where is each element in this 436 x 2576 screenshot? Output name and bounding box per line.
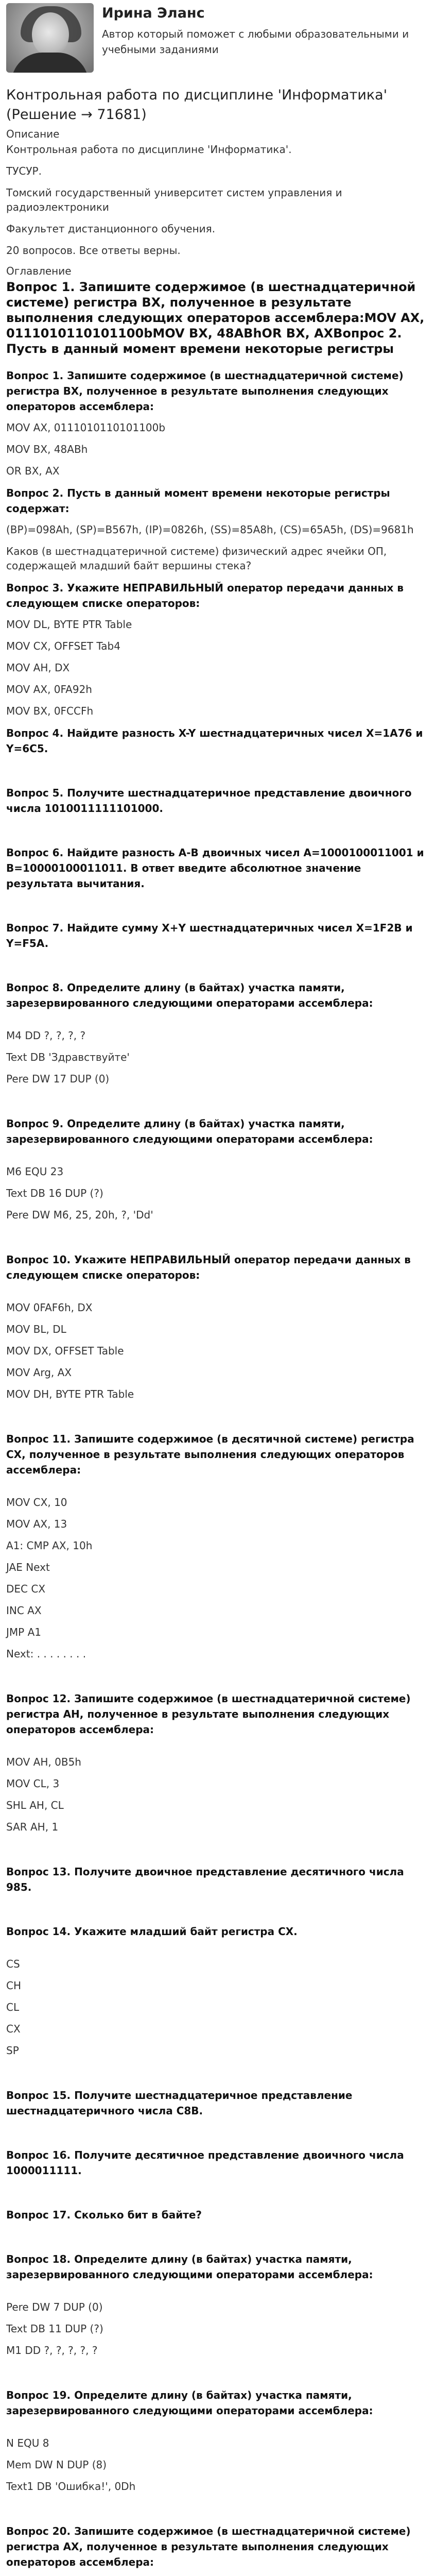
- question-title: Вопрос 17. Сколько бит в байте?: [6, 2209, 202, 2221]
- avatar-shoulders: [11, 53, 89, 73]
- question-line: MOV AH, DX: [6, 662, 70, 674]
- question-line: MOV AX, 0111010110101100b: [6, 421, 166, 434]
- question-line: OR BX, AX: [6, 465, 60, 477]
- question-block: [6, 2387, 430, 2523]
- avatar-face: [32, 12, 69, 57]
- question-title: Вопрос 4. Найдите разность X-Y шестнадцатеричных чисел X=1A76 и Y=6C5.: [6, 727, 423, 755]
- author-description: Автор который поможет с любыми образовательными и учебными заданиями: [102, 28, 409, 56]
- question-line: Text DB 16 DUP (?): [6, 1187, 103, 1199]
- question-title: Вопрос 8. Определите длину (в байтах) участка памяти, зарезервированного следующими операторами ассемблера:: [6, 981, 373, 1009]
- question-line: SAR AH, 1: [6, 1821, 59, 1833]
- question-title: Вопрос 18. Определите длину (в байтах) участка памяти, зарезервированного следующими операторами ассемблера:: [6, 2253, 373, 2281]
- question-line: MOV DX, OFFSET Table: [6, 1345, 124, 1357]
- question-line: Mem DW N DUP (8): [6, 2459, 107, 2471]
- question-line: A1: CMP AX, 10h: [6, 1539, 93, 1552]
- question-line: MOV DH, BYTE PTR Table: [6, 1388, 134, 1400]
- description-line: 20 вопросов. Все ответы верны.: [6, 244, 181, 257]
- question-title: Вопрос 10. Укажите НЕПРАВИЛЬНЫЙ оператор передачи данных в следующем списке операторов:: [6, 1253, 411, 1281]
- question-line: Text DB 'Здравствуйте': [6, 1051, 130, 1063]
- question-title: Вопрос 14. Укажите младший байт регистра CX.: [6, 1925, 298, 1938]
- question-block: [6, 368, 430, 478]
- question-line: CL: [6, 2001, 20, 2013]
- question-block: [6, 1252, 430, 1431]
- question-title: Вопрос 9. Определите длину (в байтах) участка памяти, зарезервированного следующими операторами ассемблера:: [6, 1117, 373, 1145]
- question-title: Вопрос 15. Получите шестнадцатеричное представление шестнадцатеричного числа C8B.: [6, 2089, 353, 2117]
- question-line: M6 EQU 23: [6, 1165, 64, 1178]
- question-block: [6, 2147, 430, 2207]
- question-title: Вопрос 7. Найдите сумму X+Y шестнадцатеричных чисел X=1F2B и Y=F5A.: [6, 922, 413, 950]
- document-title: Контрольная работа по дисциплине 'Информатика' (Решение → 71681): [6, 87, 388, 123]
- question-block: [6, 1864, 430, 1924]
- question-title: Вопрос 1. Запишите содержимое (в шестнадцатеричной системе) регистра BX, полученное в результате выполнения следующих операторов ассемблера:: [6, 369, 404, 413]
- question-line: INC AX: [6, 1604, 42, 1617]
- question-title: Вопрос 2. Пусть в данный момент времени некоторые регистры содержат:: [6, 487, 390, 515]
- question-line: SHL AH, CL: [6, 1799, 64, 1811]
- question-block: [6, 1924, 430, 2088]
- question-line: MOV BX, 0FCCFh: [6, 705, 94, 717]
- question-line: Pere DW 17 DUP (0): [6, 1073, 110, 1085]
- question-block: [6, 2088, 430, 2147]
- toc-label: Оглавление: [6, 265, 72, 277]
- question-line: MOV AX, 0FA92h: [6, 683, 92, 696]
- question-block: [6, 785, 430, 845]
- question-line: JAE Next: [6, 1561, 50, 1573]
- question-line: CS: [6, 1958, 20, 1970]
- question-block: [6, 2207, 430, 2251]
- question-title: Вопрос 6. Найдите разность A-B двоичных чисел A=1000100011001 и B=10000100011011. В ответ введите абсолютное значение результата вычитания.: [6, 846, 424, 890]
- question-line: DEC CX: [6, 1583, 46, 1595]
- question-title: Вопрос 13. Получите двоичное представление десятичного числа 985.: [6, 1866, 404, 1893]
- question-block: [6, 980, 430, 1116]
- question-line: Каков (в шестнадцатеричной системе) физический адрес ячейки ОП, содержащей младший байт вершины стека?: [6, 545, 387, 572]
- question-title: Вопрос 16. Получите десятичное представление двоичного числа 1000011111.: [6, 2149, 404, 2177]
- question-line: Text1 DB 'Ошибка!', 0Dh: [6, 2480, 136, 2493]
- question-line: M1 DD ?, ?, ?, ?, ?: [6, 2344, 98, 2357]
- question-line: MOV 0FAF6h, DX: [6, 1301, 93, 1314]
- question-title: Вопрос 3. Укажите НЕПРАВИЛЬНЫЙ оператор передачи данных в следующем списке операторов:: [6, 582, 404, 609]
- description-line: Томский государственный университет систем управления и радиоэлектроники: [6, 187, 342, 213]
- question-block: [6, 580, 430, 718]
- question-line: CH: [6, 1979, 22, 1992]
- question-line: MOV DL, BYTE PTR Table: [6, 618, 132, 631]
- author-header: [6, 0, 430, 80]
- question-line: MOV AH, 0B5h: [6, 1756, 81, 1768]
- question-line: M4 DD ?, ?, ?, ?: [6, 1029, 86, 1042]
- question-line: MOV CX, OFFSET Tab4: [6, 640, 120, 652]
- question-title: Вопрос 11. Запишите содержимое (в десятичной системе) регистра CX, полученное в результате выполнения следующих операторов ассемблера:: [6, 1433, 414, 1476]
- question-line: CX: [6, 2023, 21, 2035]
- description-label: Описание: [6, 128, 60, 140]
- toc-title: Вопрос 1. Запишите содержимое (в шестнадцатеричной системе) регистра BX, полученное в результате выполнения следующих операторов ассемблера:MOV AX, 0111010110101100bMOV BX, 48AВhOR BX, AXВопрос 2. Пусть в данный момент времени некоторые регистры: [6, 280, 425, 356]
- question-line: Text DB 11 DUP (?): [6, 2323, 103, 2335]
- question-line: MOV BX, 48ABh: [6, 443, 88, 455]
- question-title: Вопрос 19. Определите длину (в байтах) участка памяти, зарезервированного следующими операторами ассемблера:: [6, 2389, 373, 2417]
- question-line: MOV BL, DL: [6, 1323, 66, 1335]
- question-title: Вопрос 20. Запишите содержимое (в шестнадцатеричной системе) регистра AX, полученное в результате выполнения следующих операторов ассемблера:: [6, 2525, 411, 2568]
- question-block: [6, 1431, 430, 1691]
- question-block: [6, 2523, 430, 2576]
- question-line: MOV CX, 10: [6, 1496, 67, 1509]
- question-line: JMP A1: [6, 1626, 41, 1638]
- question-line: Pere DW 7 DUP (0): [6, 2301, 103, 2313]
- question-line: Next: . . . . . . . .: [6, 1648, 86, 1660]
- question-line: Pere DW M6, 25, 20h, ?, 'Dd': [6, 1209, 153, 1221]
- description-line: Контрольная работа по дисциплине 'Информатика'.: [6, 143, 292, 156]
- question-block: [6, 1691, 430, 1864]
- author-info: [94, 3, 411, 57]
- question-title: Вопрос 12. Запишите содержимое (в шестнадцатеричной системе) регистра AH, полученное в результате выполнения следующих операторов ассемблера:: [6, 1692, 411, 1736]
- author-name[interactable]: Ирина Эланс: [102, 5, 205, 21]
- question-block: [6, 2251, 430, 2387]
- question-block: [6, 485, 430, 573]
- questions-list: [6, 368, 430, 2576]
- question-line: (BP)=098Ah, (SP)=B567h, (IP)=0826h, (SS)=85A8h, (CS)=65A5h, (DS)=9681h: [6, 523, 414, 536]
- question-line: MOV AX, 13: [6, 1518, 67, 1530]
- question-line: SP: [6, 2044, 19, 2057]
- question-block: [6, 845, 430, 920]
- description-line: ТУСУР.: [6, 165, 42, 177]
- question-block: [6, 920, 430, 980]
- question-title: Вопрос 5. Получите шестнадцатеричное представление двоичного числа 1010011111101000.: [6, 787, 412, 815]
- question-block: [6, 1116, 430, 1252]
- question-line: N EQU 8: [6, 2437, 49, 2449]
- description-line: Факультет дистанционного обучения.: [6, 223, 216, 235]
- question-line: MOV CL, 3: [6, 1777, 60, 1790]
- question-line: MOV Arg, AX: [6, 1366, 72, 1379]
- question-block: [6, 725, 430, 785]
- author-avatar[interactable]: [6, 3, 94, 73]
